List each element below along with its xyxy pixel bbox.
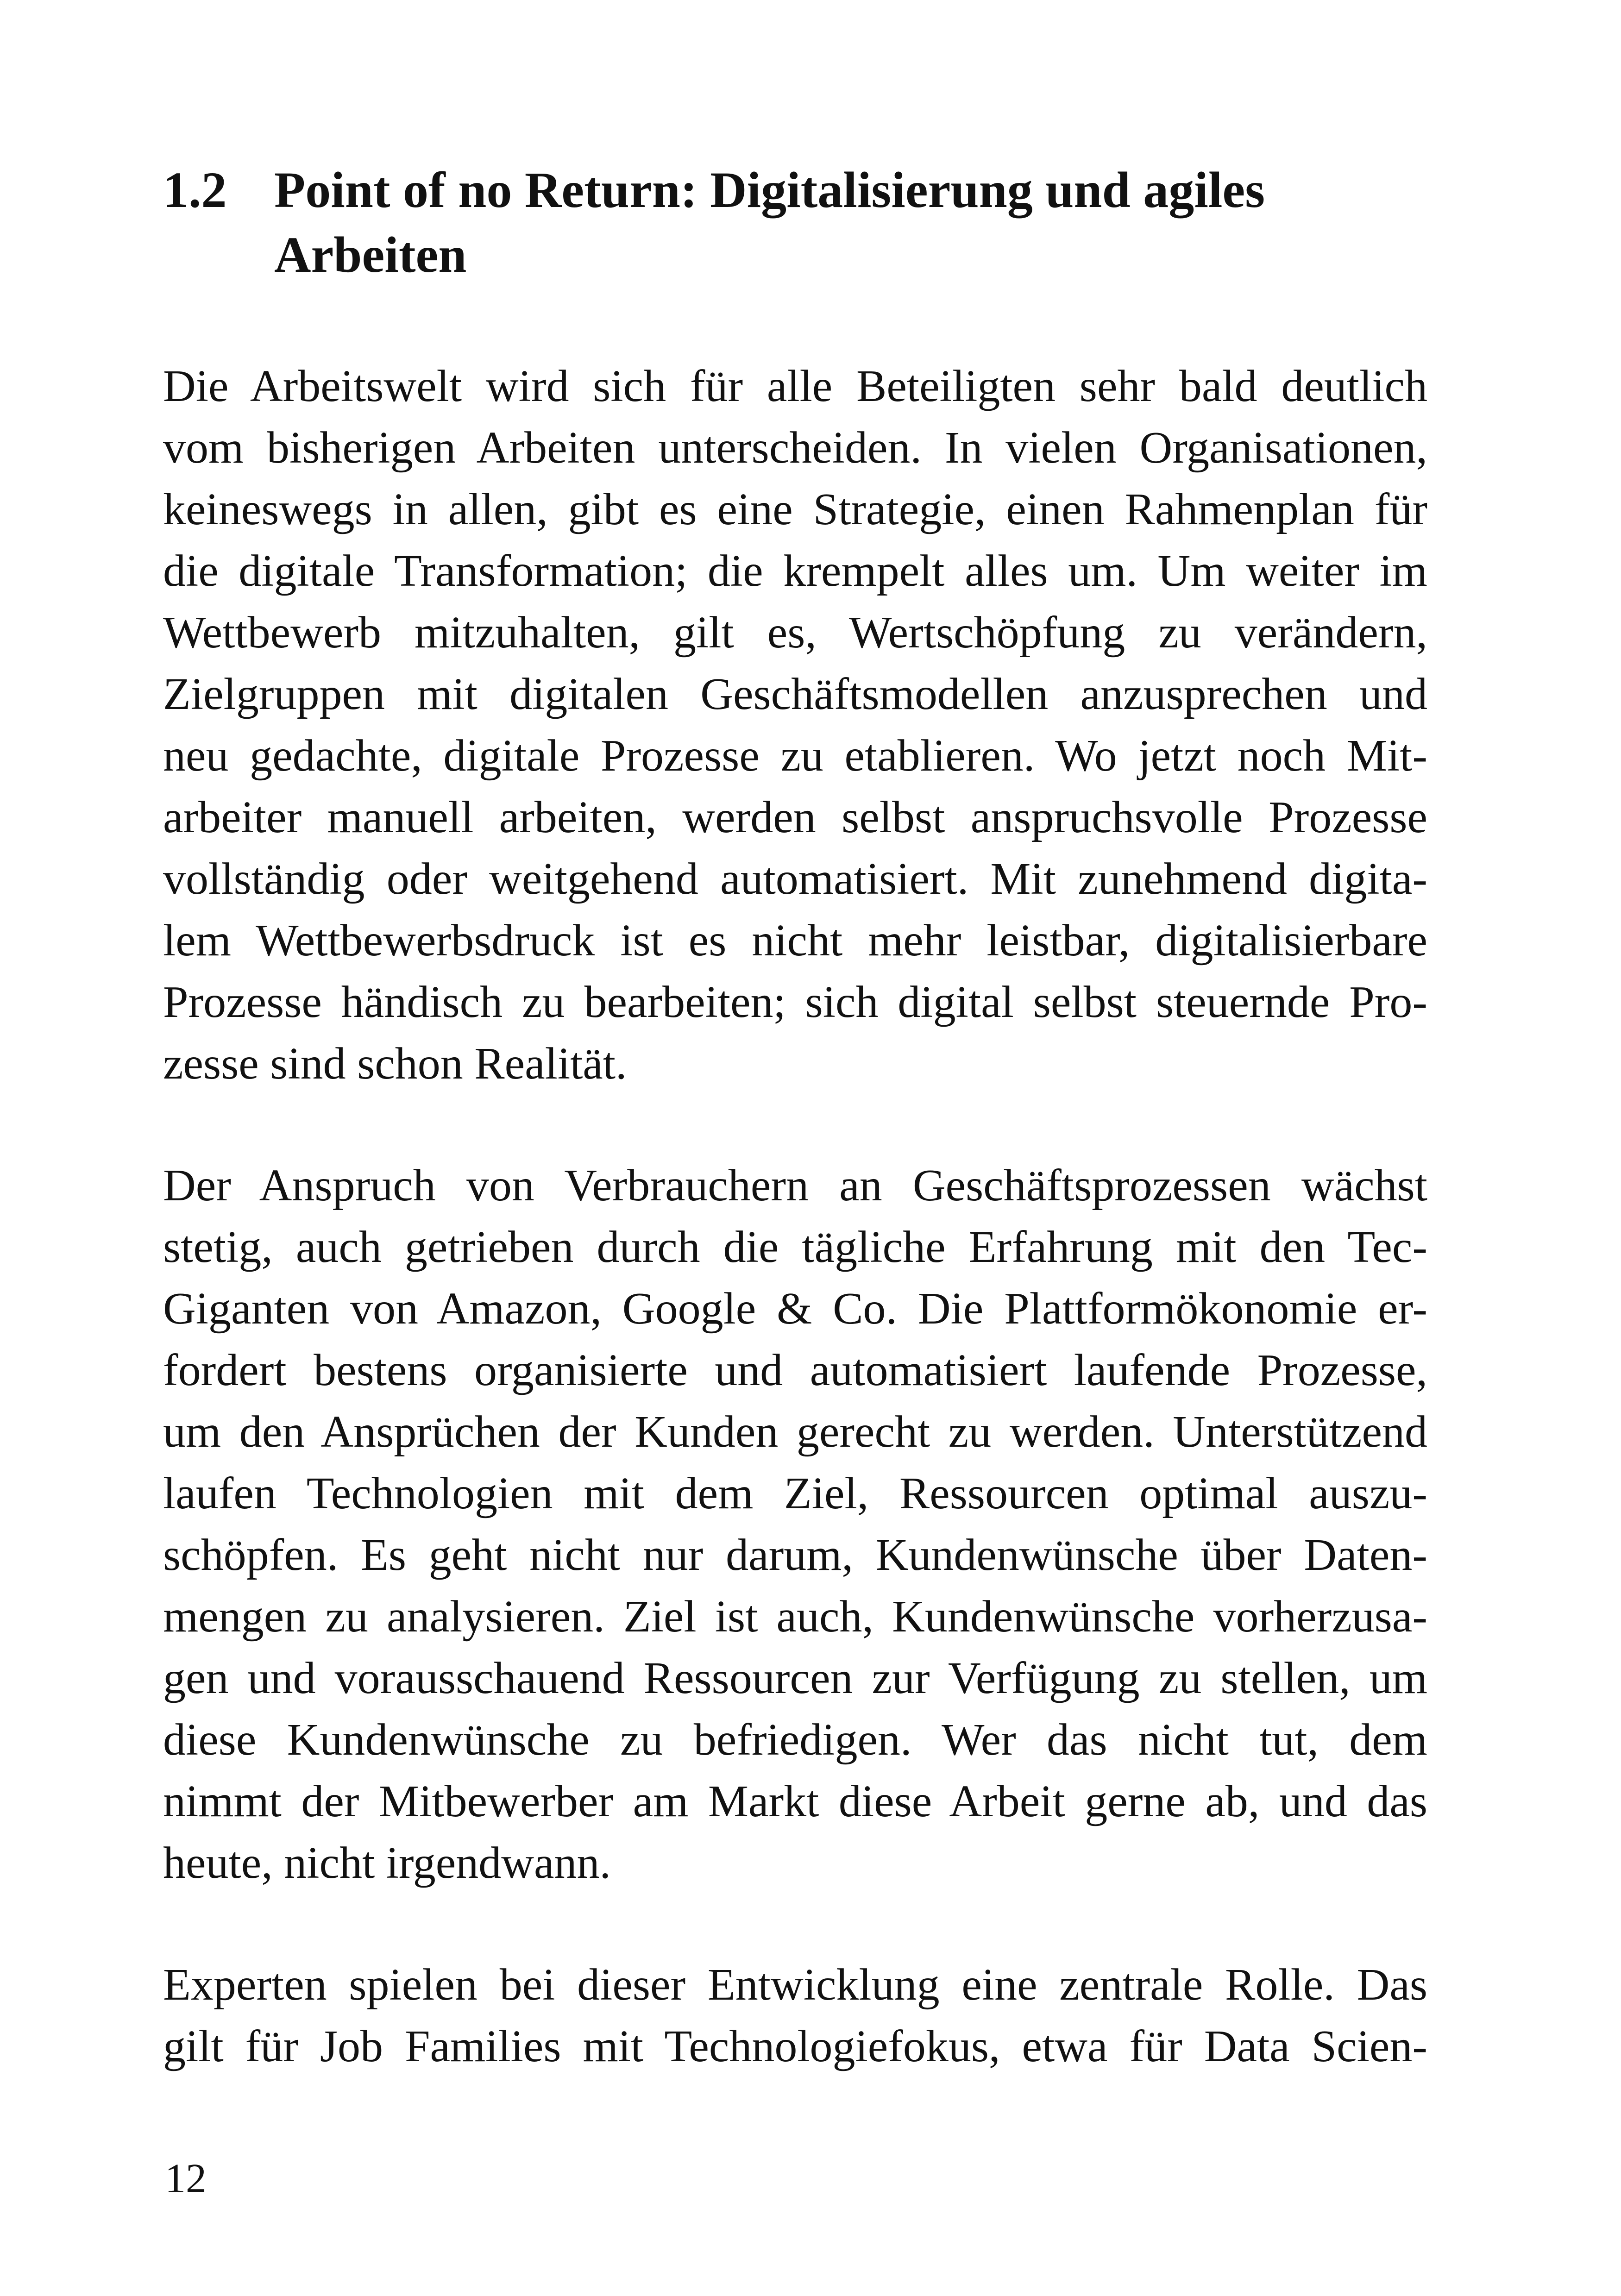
text-line: arbeiter manuell arbeiten, werden selbst anspruchsvolle Prozesse [163, 792, 1427, 842]
paragraph-3 [163, 1954, 1427, 2077]
text-line: laufen Technologien mit dem Ziel, Ressourcen optimal auszu- [163, 1468, 1427, 1518]
text-line: Prozesse händisch zu bearbeiten; sich digital selbst steuernde Pro- [163, 977, 1427, 1027]
text-line: Giganten von Amazon, Google & Co. Die Plattformökonomie er- [163, 1284, 1427, 1334]
text-line: Der Anspruch von Verbrauchern an Geschäftsprozessen wächst [163, 1161, 1427, 1211]
paragraph-1 [163, 356, 1427, 1095]
text-line: nimmt der Mitbewerber am Markt diese Arbeit gerne ab, und das [163, 1776, 1427, 1826]
text-line: neu gedachte, digitale Prozesse zu etablieren. Wo jetzt noch Mit- [163, 731, 1427, 781]
text-line: Experten spielen bei dieser Entwicklung eine zentrale Rolle. Das [163, 1960, 1427, 2010]
text-line: vollständig oder weitgehend automatisiert. Mit zunehmend digita- [163, 854, 1427, 904]
text-line: lem Wettbewerbsdruck ist es nicht mehr leistbar, digitalisierbare [163, 916, 1427, 966]
text-line: Die Arbeitswelt wird sich für alle Beteiligten sehr bald deutlich [163, 361, 1427, 411]
text-line: mengen zu analysieren. Ziel ist auch, Kundenwünsche vorherzusa- [163, 1592, 1427, 1642]
text-line: gilt für Job Families mit Technologiefokus, etwa für Data Scien- [163, 2021, 1427, 2071]
text-line: diese Kundenwünsche zu befriedigen. Wer das nicht tut, dem [163, 1715, 1427, 1765]
text-line: Zielgruppen mit digitalen Geschäftsmodellen anzusprechen und [163, 669, 1427, 719]
page-number: 12 [165, 2156, 207, 2202]
text-line: Wettbewerb mitzuhalten, gilt es, Wertschöpfung zu verändern, [163, 608, 1427, 658]
text-line: die digitale Transformation; die krempelt alles um. Um weiter im [163, 546, 1427, 596]
text-line: fordert bestens organisierte und automatisiert laufende Prozesse, [163, 1345, 1427, 1395]
text-line: um den Ansprüchen der Kunden gerecht zu werden. Unterstützend [163, 1407, 1427, 1457]
section-title-line-1: Point of no Return: Digitalisierung und agiles [274, 162, 1265, 218]
text-line: gen und vorausschauend Ressourcen zur Verfügung zu stellen, um [163, 1653, 1427, 1703]
text-line: keineswegs in allen, gibt es eine Strategie, einen Rahmenplan für [163, 484, 1427, 534]
text-line: schöpfen. Es geht nicht nur darum, Kundenwünsche über Daten- [163, 1530, 1427, 1580]
paragraph-2 [163, 1155, 1427, 1894]
section-heading [163, 157, 1460, 287]
text-line: heute, nicht irgendwann. [163, 1838, 611, 1888]
section-title-line-2: Arbeiten [274, 226, 467, 283]
section-number: 1.2 [163, 162, 227, 218]
text-line: zesse sind schon Realität. [163, 1039, 627, 1089]
text-line: vom bisherigen Arbeiten unterscheiden. In vielen Organisationen, [163, 423, 1427, 473]
text-line: stetig, auch getrieben durch die tägliche Erfahrung mit den Tec- [163, 1222, 1427, 1272]
body-text [163, 356, 1427, 2138]
